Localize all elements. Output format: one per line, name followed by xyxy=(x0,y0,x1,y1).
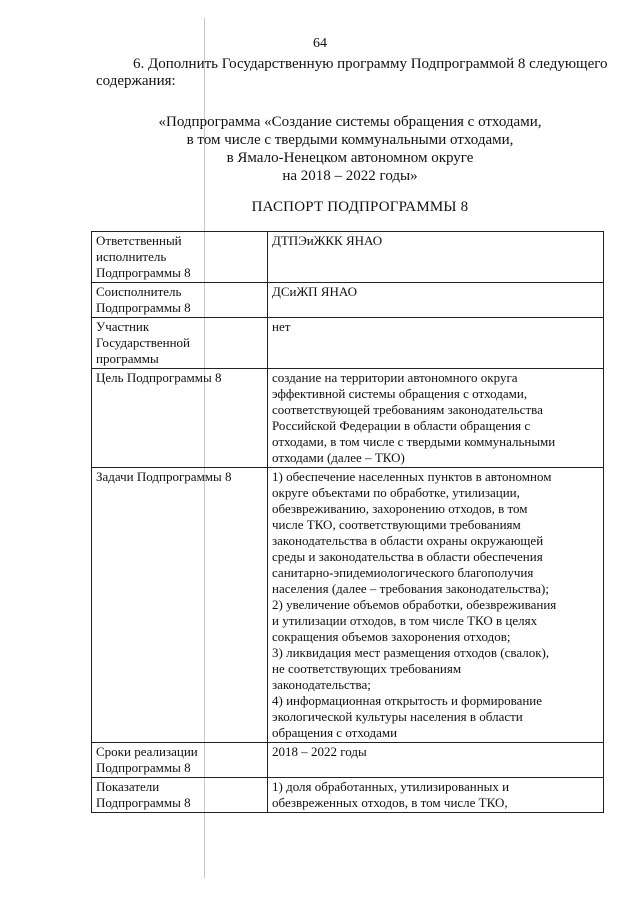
table-row xyxy=(92,283,604,318)
row-label-line: программы xyxy=(96,351,159,366)
row-label-cell xyxy=(92,232,268,283)
row-label-line: Ответственный xyxy=(96,233,182,248)
row-label-cell xyxy=(92,283,268,318)
row-value-cell xyxy=(268,778,604,813)
row-value-line: и утилизации отходов, в том числе ТКО в целях xyxy=(272,613,538,628)
row-label-line: исполнитель xyxy=(96,249,167,264)
row-value-line: среды и законодательства в области обеспечения xyxy=(272,549,543,564)
row-value-line: создание на территории автономного округа xyxy=(272,370,518,385)
row-value-cell xyxy=(268,232,604,283)
row-value-line: населения (далее – требования законодательства); xyxy=(272,581,549,596)
row-label-cell xyxy=(92,369,268,468)
row-value-line: санитарно-эпидемиологического благополучия xyxy=(272,565,534,580)
row-value-line: 1) доля обработанных, утилизированных и xyxy=(272,779,510,794)
row-label-line: Задачи Подпрограммы 8 xyxy=(96,469,232,484)
row-value-line: ДСиЖП ЯНАО xyxy=(272,284,357,299)
row-value-line: округе объектами по обработке, утилизации, xyxy=(272,485,520,500)
row-value-line: Российской Федерации в области обращения с xyxy=(272,418,531,433)
row-label-line: Подпрограммы 8 xyxy=(96,265,191,280)
row-value-cell xyxy=(268,743,604,778)
row-value-line: нет xyxy=(272,319,291,334)
row-value-line: экологической культуры населения в области xyxy=(272,709,523,724)
passport-heading: ПАСПОРТ ПОДПРОГРАММЫ 8 xyxy=(251,199,469,215)
row-value-cell xyxy=(268,283,604,318)
row-value-cell xyxy=(268,369,604,468)
row-value-line: законодательства в области охраны окружающей xyxy=(272,533,544,548)
subprogram-title-line: на 2018 – 2022 годы» xyxy=(282,168,418,184)
row-label-line: Государственной xyxy=(96,335,191,350)
row-value-line: ДТПЭиЖКК ЯНАО xyxy=(272,233,383,248)
table-row xyxy=(92,232,604,283)
row-label-cell xyxy=(92,318,268,369)
subprogram-title-line: в том числе с твердыми коммунальными отходами, xyxy=(186,132,514,148)
subprogram-title xyxy=(120,113,580,185)
row-value-line: сокращения объемов захоронения отходов; xyxy=(272,629,511,644)
intro-line: 6. Дополнить Государственную программу Подпрограммой 8 следующего xyxy=(133,56,608,72)
row-value-cell xyxy=(268,318,604,369)
row-value-line: не соответствующих требованиям xyxy=(272,661,462,676)
row-value-line: отходами (далее – ТКО) xyxy=(272,450,405,465)
row-value-cell xyxy=(268,468,604,743)
row-label-line: Участник xyxy=(96,319,150,334)
table-row xyxy=(92,743,604,778)
row-value-line: 3) ликвидация мест размещения отходов (свалок), xyxy=(272,645,550,660)
row-label-line: Цель Подпрограммы 8 xyxy=(96,370,222,385)
row-label-line: Сроки реализации xyxy=(96,744,198,759)
passport-table-body xyxy=(92,232,604,813)
row-value-line: соответствующей требованиям законодательства xyxy=(272,402,543,417)
row-value-line: числе ТКО, соответствующими требованиям xyxy=(272,517,521,532)
row-value-line: законодательства; xyxy=(272,677,371,692)
row-value-line: обращения с отходами xyxy=(272,725,398,740)
row-value-line: обезвреживанию, захоронению отходов, в том xyxy=(272,501,528,516)
row-value-line: 4) информационная открытость и формирование xyxy=(272,693,543,708)
row-value-line: 2) увеличение объемов обработки, обезвреживания xyxy=(272,597,557,612)
row-label-line: Подпрограммы 8 xyxy=(96,760,191,775)
passport-table xyxy=(91,231,604,813)
row-value-line: отходами, в том числе с твердыми коммунальными xyxy=(272,434,556,449)
row-value-line: 1) обеспечение населенных пунктов в автономном xyxy=(272,469,552,484)
table-row xyxy=(92,318,604,369)
row-label-cell xyxy=(92,778,268,813)
subprogram-title-line: в Ямало-Ненецком автономном округе xyxy=(226,150,474,166)
row-label-line: Подпрограммы 8 xyxy=(96,300,191,315)
row-label-line: Соисполнитель xyxy=(96,284,182,299)
table-row xyxy=(92,468,604,743)
page-number: 64 xyxy=(313,36,327,51)
row-label-cell xyxy=(92,468,268,743)
row-label-line: Подпрограммы 8 xyxy=(96,795,191,810)
row-label-line: Показатели xyxy=(96,779,160,794)
row-value-line: 2018 – 2022 годы xyxy=(272,744,367,759)
row-value-line: обезвреженных отходов, в том числе ТКО, xyxy=(272,795,508,810)
intro-line: содержания: xyxy=(96,73,176,89)
subprogram-title-line: «Подпрограмма «Создание системы обращения с отходами, xyxy=(158,114,542,130)
row-value-line: эффективной системы обращения с отходами, xyxy=(272,386,528,401)
intro-paragraph xyxy=(96,56,612,90)
table-row xyxy=(92,778,604,813)
row-label-cell xyxy=(92,743,268,778)
table-row xyxy=(92,369,604,468)
